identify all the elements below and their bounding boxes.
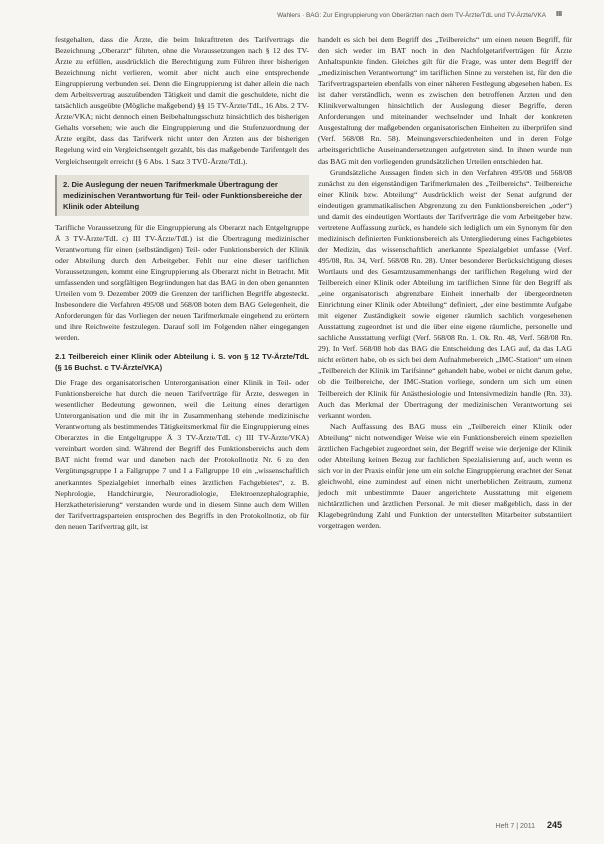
page-number: 245 — [546, 820, 562, 830]
paragraph: Die Frage des organisatorischen Unterorganisation einer Klinik in Teil- oder Funktionsbereiche hat durch die neuen Tarifverträge für Ärzte, deswegen in wesentlicher Bedeutung gewonnen, weil die Leitung eines derartigen Unterorganisation und die mit ihr in Zusammenhang stehende medizinische Verantwortung als bestimmendes Tätigkeitsmerkmal für die Eingruppierung eines Oberarztes in die Entgeltgruppe Ä 3 TV-Ärzte/TdL c) III TV-Ärzte/VKA) vereinbart worden sind. Während der Begriff des Funktionsbereichs auch dem BAT nicht fremd war und daneben nach der Protokollnotiz Nr. 6 zu den Vergütungsgruppe I a Fallgruppe 7 und I a Fallgruppe 10 ein „wissenschaftlich anerkanntes Spezialgebiet innerhalb eines ärztlichen Fachgebietes“, z. B. Nephrologie, Handchirurgie, Neuroradiologie, Elektroenzephalographie, Herzkatheterisierung“ verstanden wurde und in diesem Sinne auch dem Willen der Tarifvertragsparteien entsprochen des Begriffs in den Protokollnotiz, ob für den neuen Tarifvertrag gilt, ist — [55, 378, 309, 531]
right-column — [318, 34, 572, 531]
issue-marker: III — [556, 11, 562, 18]
page-footer — [496, 820, 562, 830]
issue-label: Heft 7 | 2011 — [495, 823, 536, 830]
paragraph: Nach Auffassung des BAG muss ein „Teilbereich einer Klinik oder Abteilung“ nicht notwendiger Weise wie ein Funktionsbereich einem speziellen ärztlichen Fachgebiet zugeordnet sein, der Begriff weise wie derjenige der Klinik oder Abteilung keinen Bezug zur fachlichen Spezialisierung auf, auch wenn es sich vor in der Praxis einfür jene um ein solche Eingruppierung erachtet der Senat gleichwohl, eine zumindest auf einen nicht unerheblichen Zeitraum, zumenz jedoch mit unbestimmte Dauer angerichtete Ausstattung mit eigenem nichtärztlichen und ärztlichen Personal. Je mit dieser maßgeblich, dass in der Klagebegründung Zahl und Funktion der unterstellten Mitarbeiter substantiiert vorgetragen werden. — [318, 421, 572, 531]
running-title: Wahlers · BAG: Zur Eingruppierung von Oberärzten nach dem TV-Ärzte/TdL und TV-Ärzte/VKA — [277, 12, 546, 19]
paragraph: Grundsätzliche Aussagen finden sich in den Verfahren 495/08 und 568/08 zunächst zu den eigenständigen Tarifmerkmalen des „Teilbereichs“. Teilbereiche einer Klinik bzw. Abteilung“ Ausdrücklich weist der Senat aufgrund der eindeutigen grammatikalischen Abgrenzung zu den Funktionsbereichen „oder“) und damit des eindeutigen Wortlauts der Tarifverträge die vom Arbeitgeber bzw. vertretene Auffassung zurück, es handele sich lediglich um ein Synonym für den medizinisch definierten Funktionsbereich als Untergliederung eines Fachgebietes der Medizin, das wissenschaftlich anerkannte Spezialgebiet umfasse (Verf. 495/08, Rn. 34, Verf. 568/08 Rn. 28). Unter besonderer Berücksichtigung dieses Wortlauts und des Gesamtzusammenhangs der tariflichen Regelung wird der Teilbereich einer Klinik oder Abteilung im tariflichen Sinne für den Begriff als „eine organisatorisch abgrenzbare Einheit innerhalb der übergeordneten Einrichtung einer Klinik oder Abteilung“ definiert, „der eine bestimmte Aufgabe mit eigener Zuständigkeit sowie eigener räumlich sachlich vorgesehenen Ausstattung zugeordnet ist und die über eine eigene räumliche, personelle und sachliche Ausstattung verfügt (Verf. 568/08 Rn. 1. Ok. Rn. 48, Verf. 568/08 Rn. 29). In Verf. 568/08 hob das BAG die Entscheidung des LAG auf, da das LAG nicht erörtert habe, ob es sich bei dem Aufnahmebereich „IMC-Station“ um einen „Teilbereich der Klinik im Tarifsinne“ gehandelt habe, wobei er nicht darum gehe, ob die Teilbereiche, der IMC-Station vorliege, sondern um sich um einen Teilbereich der Klinik für Anästhesiologie und Intensivmedizin handle (Rn. 33). Auch das Merkmal der Übertragung der medizinischen Verantwortung sei verkannt worden. — [318, 167, 572, 420]
running-header — [0, 10, 604, 22]
subsection-heading: 2.1 Teilbereich einer Klinik oder Abteilung i. S. von § 12 TV-Ärzte/TdL (§ 16 Buchst. c TV-Ärzte/VKA) — [55, 352, 309, 373]
paragraph: festgehalten, dass die Ärzte, die beim Inkrafttreten des Tarifvertrags die Bezeichnung „Oberarzt“ führten, ohne die Voraussetzungen nach § 12 des TV-Ärzte zu erfüllen, ausdrücklich die Berechtigung zum Führen ihrer bisherigen Bezeichnung nicht verlieren, womit aber nicht auch eine entsprechende Eingruppierung verbunden sei. Denn die Eingruppierung ist daher allein die nach dem Arbeitsvertrag auszuübenden Tätigkeit und damit die geschuldete, nicht die tatsächlich ausgeübte (Mögliche maßgebend) §§ 15 TV-Ärzte/TdL, 16 Abs. 2 TV-Ärzte/VKA; nicht dennoch einen Beibehaltungsschutz hinsichtlich des bisherigen Gehalts vorsehen; wie auch die Eingruppierung und die Stufenzuordnung der Ärzte ergibt, dass das Tarifwerk nicht unter den Ärzten aus der bisherigen Regelung wird ein Vergleichsentgelt gezahlt, bis das maßgebende Tarifentgelt des Vergleichsentgelt erreicht (§ 6 Abs. 1 Satz 3 TVÜ-Ärzte/TdL). — [55, 35, 309, 166]
paragraph: handelt es sich bei dem Begriff des „Teilbereichs“ um einen neuen Begriff, für den sich weder im BAT noch in den Nachfolgetarifverträgen für Ärzte Anhaltspunkte finden. Gleiches gilt für die Frage, was unter dem Begriff der „medizinischen Verantwortung“ im tariflichen Sinne zu verstehen ist, für den die Tarifvertragsparteien ebenfalls von einer näheren Festlegung abgesehen haben. Es ist daher verständlich, wenn es zwischen den betroffenen Ärzten und den Klinikverwaltungen hinsichtlich der Auslegung dieser Begriffe, deren Anforderungen und miteinander wechselnder und Inhalt der konkreten Ausgestaltung der maßgebenden organisatorischen Einheiten zu überprüfen sind (Verf. 568/08 Rn. 58). Meinungsverschiedenheiten und in deren Folge arbeitsgerichtliche Auseinandersetzungen aufgetreten sind. In ihnen wurde nun das BAG mit den vorliegenden grundsätzlichen Urteilen entschieden hat. — [318, 35, 572, 166]
section-heading: 2. Die Auslegung der neuen Tarifmerkmale Übertragung der medizinischen Verantwortung für Teil- oder Funktionsbereiche der Klinik oder Abteilung — [55, 175, 309, 216]
paragraph: Tarifliche Voraussetzung für die Eingruppierung als Oberarzt nach Entgeltgruppe Ä 3 TV-Ärzte/TdL c) III TV-Ärzte/TdL) ist die Übertragung medizinischer Verantwortung für einen (selbständigen) Teil- oder Funktionsbereich der Klinik oder Abteilung durch den Arbeitgeber. Fehlt nur eine dieser tariflichen Voraussetzungen, kommt eine Eingruppierung als Oberarzt nicht in Betracht. Mit umfassenden und sorgfältigen Begründungen hat das BAG in den oben genannten Urteilen vom 9. Dezember 2009 die Grenzen der tariflichen Begriffe abgesteckt. Insbesondere die Verfahren 495/08 und 568/08 boten dem BAG Gelegenheit, die Anforderungen für das Vorliegen der neuen Tarifmerkmale eingehend zu erörtern und ihre Reichweite festzulegen. Darauf soll im Folgenden näher eingegangen werden. — [55, 222, 309, 343]
left-column — [55, 34, 309, 532]
